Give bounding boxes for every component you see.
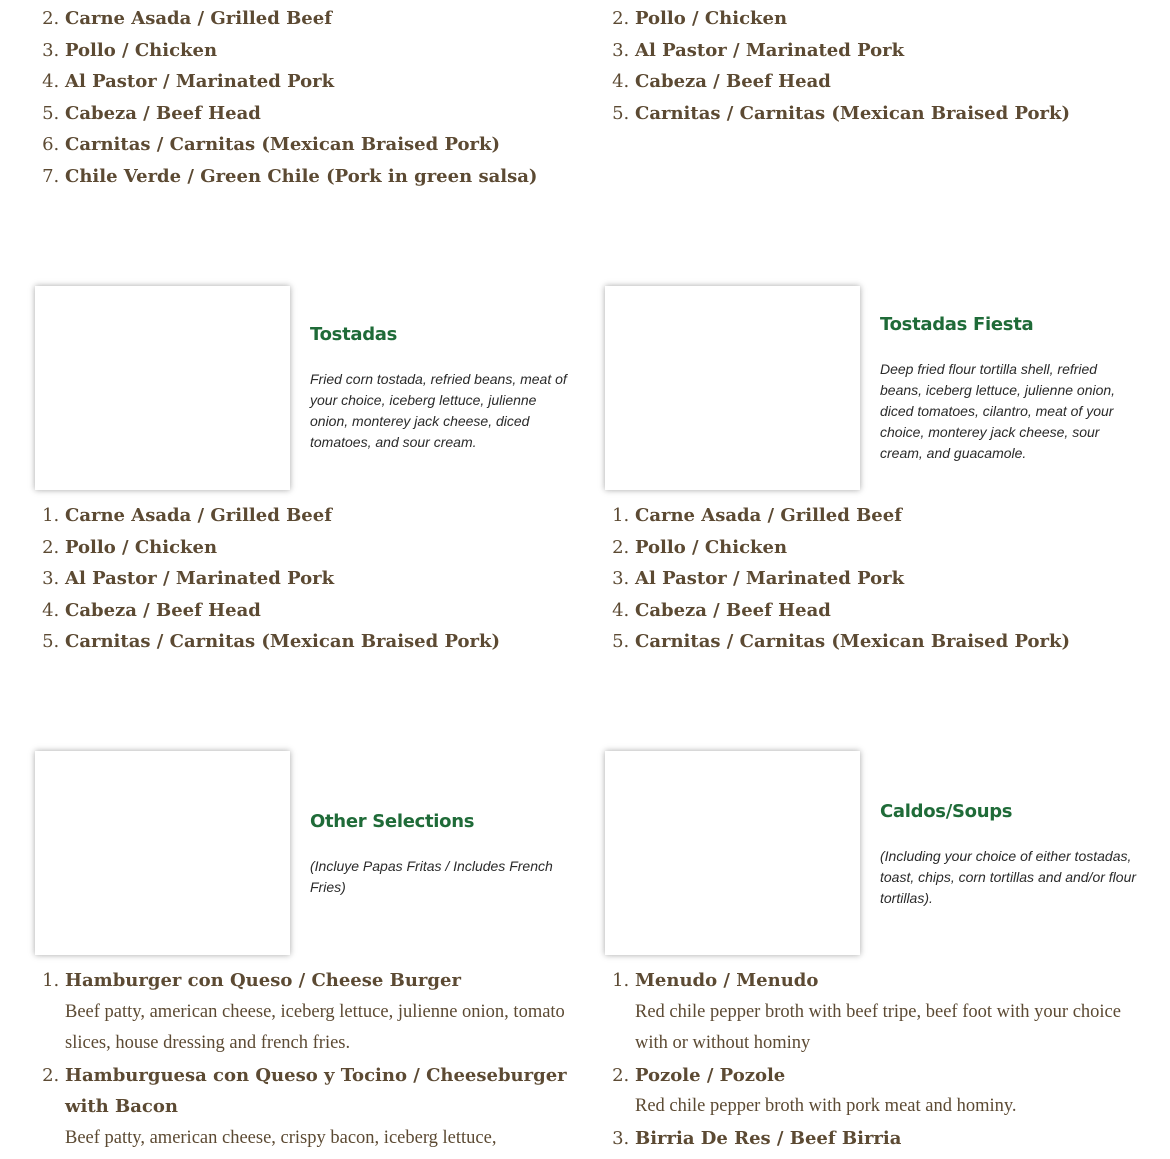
caldos-soups-photo bbox=[605, 751, 860, 955]
list-item bbox=[65, 1060, 575, 1155]
list-item: 5. Carnitas / Carnitas (Mexican Braised Pork) bbox=[65, 626, 575, 658]
top-left-meat-list bbox=[35, 3, 575, 192]
other-selections-title: Other Selections bbox=[310, 811, 475, 832]
list-item: 4. Cabeza / Beef Head bbox=[635, 66, 1145, 98]
item-description: Red chile pepper broth with beef tripe, beef foot with your choice with or without hominy bbox=[635, 1001, 1121, 1053]
list-item: 2. Carne Asada / Grilled Beef bbox=[65, 3, 575, 35]
item-description: Beef patty, american cheese, iceberg lettuce, julienne onion, tomato slices, house dressing and french fries. bbox=[65, 1001, 565, 1053]
caldos-soups-description: (Including your choice of either tostadas, toast, chips, corn tortillas and and/or flour tortillas). bbox=[880, 848, 1137, 906]
top-right-meat-list bbox=[605, 3, 1145, 129]
tostadas-fiesta-card bbox=[605, 286, 1145, 490]
item-name: Hamburger con Queso / Cheese Burger bbox=[65, 970, 461, 991]
tostadas-photo bbox=[35, 286, 290, 490]
other-selections-description: (Incluye Papas Fritas / Includes French Fries) bbox=[310, 858, 553, 895]
other-selections-list bbox=[35, 965, 575, 1154]
list-item: 7. Chile Verde / Green Chile (Pork in green salsa) bbox=[65, 161, 575, 193]
list-item bbox=[65, 965, 575, 1060]
tostadas-fiesta-photo bbox=[605, 286, 860, 490]
item-description: Beef patty, american cheese, crispy bacon, iceberg lettuce, bbox=[65, 1127, 497, 1148]
caldos-soups-list bbox=[605, 965, 1145, 1154]
caldos-soups-list-section bbox=[605, 965, 1145, 1154]
list-item: 3. Al Pastor / Marinated Pork bbox=[65, 563, 575, 595]
top-right-list-section bbox=[605, 3, 1145, 129]
tostadas-title: Tostadas bbox=[310, 324, 398, 345]
list-item: 5. Carnitas / Carnitas (Mexican Braised Pork) bbox=[635, 626, 1145, 658]
item-name: Birria De Res / Beef Birria bbox=[635, 1127, 902, 1149]
list-item: 2. Pollo / Chicken bbox=[635, 532, 1145, 564]
caldos-soups-title: Caldos/Soups bbox=[880, 801, 1013, 822]
tostadas-meat-list bbox=[35, 500, 575, 658]
list-item: 5. Cabeza / Beef Head bbox=[65, 98, 575, 130]
item-description: Red chile pepper broth with pork meat and hominy. bbox=[635, 1096, 1017, 1116]
tostadas-fiesta-list-section bbox=[605, 500, 1145, 658]
list-item: 2. Pollo / Chicken bbox=[65, 532, 575, 564]
list-item: 4. Cabeza / Beef Head bbox=[635, 595, 1145, 627]
item-name: Menudo / Menudo bbox=[635, 970, 819, 991]
list-item: 1. Carne Asada / Grilled Beef bbox=[635, 500, 1145, 532]
tostadas-fiesta-meat-list bbox=[605, 500, 1145, 658]
list-item: 5. Carnitas / Carnitas (Mexican Braised Pork) bbox=[635, 98, 1145, 130]
list-item: 2. Pollo / Chicken bbox=[635, 3, 1145, 35]
list-item bbox=[635, 1123, 1145, 1155]
list-item: 6. Carnitas / Carnitas (Mexican Braised Pork) bbox=[65, 129, 575, 161]
tostadas-card bbox=[35, 286, 575, 490]
list-item: 3. Pollo / Chicken bbox=[65, 35, 575, 67]
item-name: Hamburguesa con Queso y Tocino / Cheeseburger with Bacon bbox=[65, 1064, 567, 1117]
other-selections-photo bbox=[35, 751, 290, 955]
list-item bbox=[635, 1060, 1145, 1123]
caldos-soups-card bbox=[605, 751, 1145, 955]
list-item bbox=[635, 965, 1145, 1060]
other-selections-list-section bbox=[35, 965, 575, 1154]
list-item: 4. Cabeza / Beef Head bbox=[65, 595, 575, 627]
tostadas-fiesta-description: Deep fried flour tortilla shell, refried beans, iceberg lettuce, julienne onion, diced tomatoes, cilantro, meat of your choice, monterey jack cheese, sour cream, and guacamole. bbox=[880, 361, 1116, 461]
other-selections-card bbox=[35, 751, 575, 955]
tostadas-fiesta-title: Tostadas Fiesta bbox=[880, 314, 1034, 335]
list-item: 3. Al Pastor / Marinated Pork bbox=[635, 35, 1145, 67]
tostadas-list-section bbox=[35, 500, 575, 658]
list-item: 1. Carne Asada / Grilled Beef bbox=[65, 500, 575, 532]
list-item: 3. Al Pastor / Marinated Pork bbox=[635, 563, 1145, 595]
list-item: 4. Al Pastor / Marinated Pork bbox=[65, 66, 575, 98]
tostadas-description: Fried corn tostada, refried beans, meat of your choice, iceberg lettuce, julienne onion, monterey jack cheese, diced tomatoes, and sour cream. bbox=[310, 371, 567, 450]
item-name: Pozole / Pozole bbox=[635, 1064, 786, 1086]
top-left-list-section bbox=[35, 3, 575, 192]
